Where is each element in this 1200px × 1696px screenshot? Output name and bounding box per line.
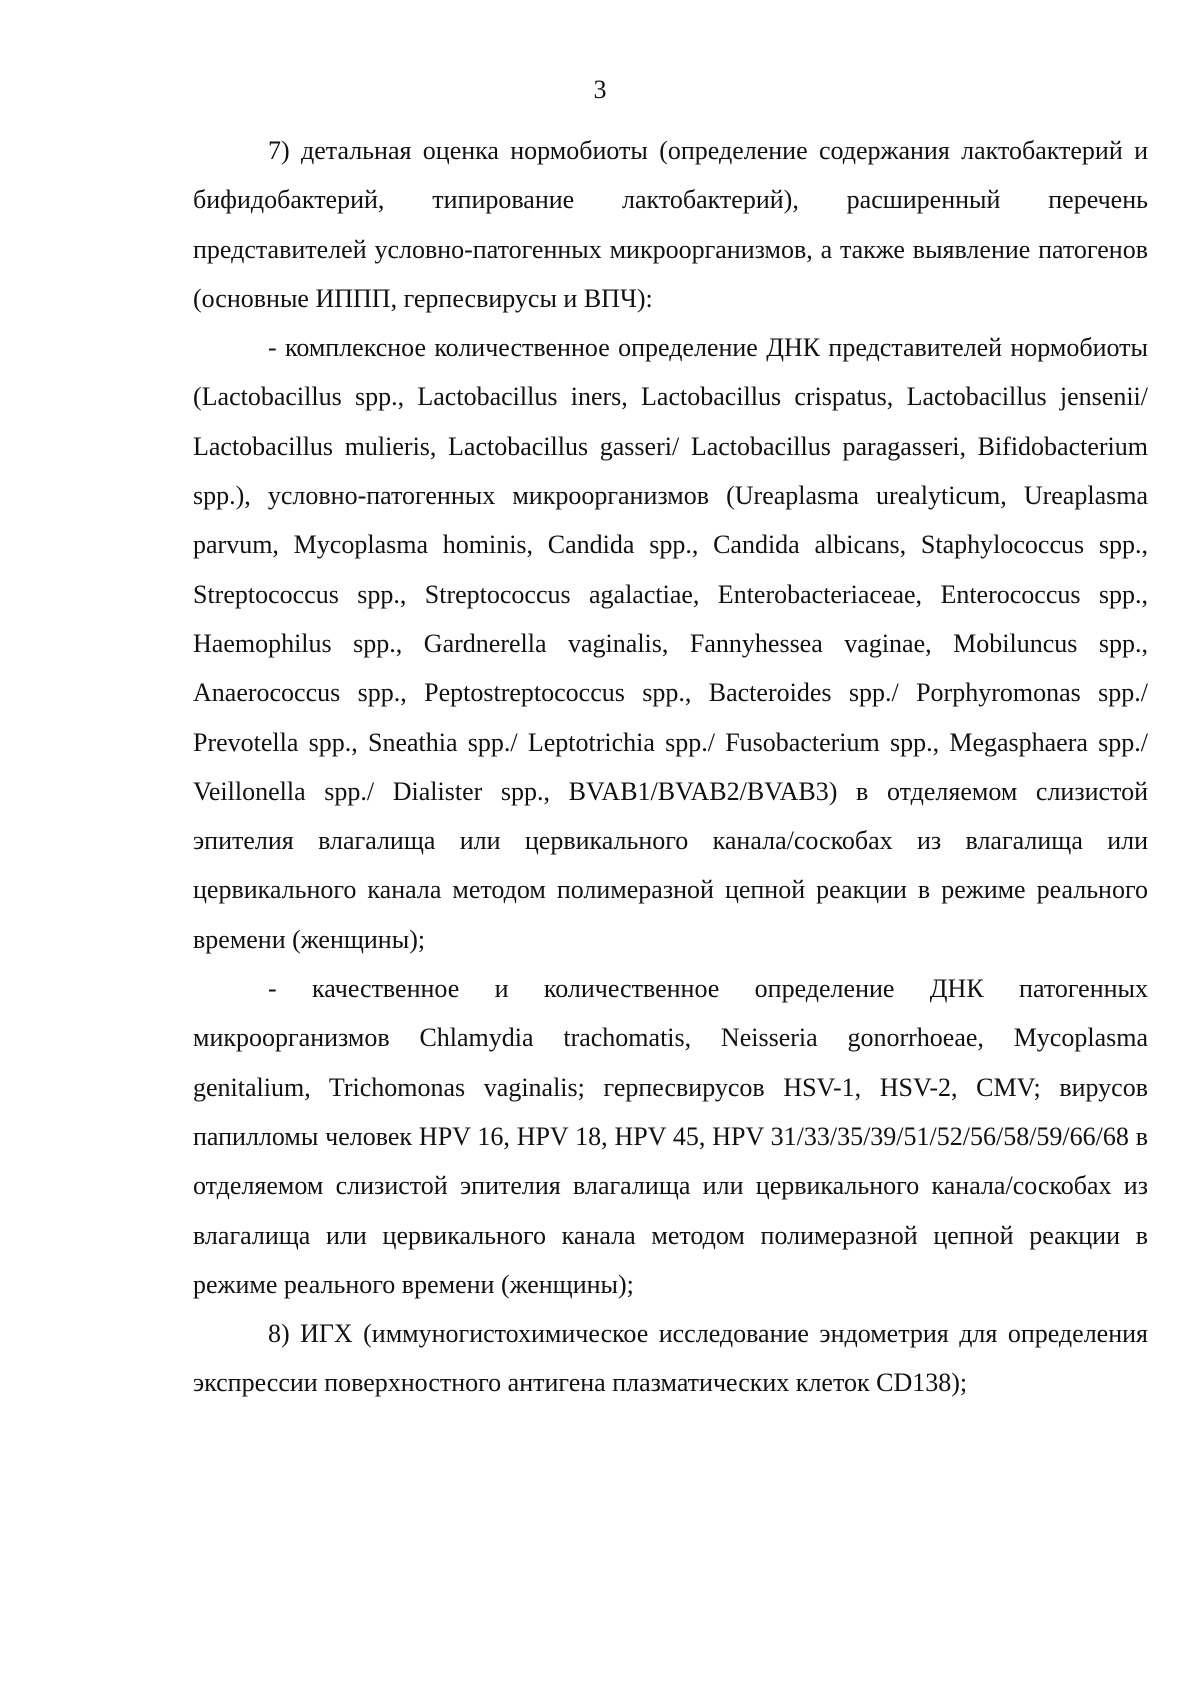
page-number: 3 (593, 75, 607, 104)
paragraph-pathogen-dna: - качественное и количественное определение ДНК патогенных микроорганизмов Chlamydia trachomatis, Neisseria gonorrhoeae, Mycoplasma genitalium, Trichomonas vaginalis; герпесвирусов HSV-1, HSV-2, CMV; вирусов папилломы человек HPV 16, HPV 18, HPV 45, HPV 31/33/35/39/51/52/56/58/59/66/68 в отделяемом слизистой эпителия влагалища или цервикального канала/соскобах из влагалища или цервикального канала методом полимеразной цепной реакции в режиме реального времени (женщины); (193, 974, 1148, 1299)
paragraph-item-7: 7) детальная оценка нормобиоты (определение содержания лактобактерий и бифидобактерий, типирование лактобактерий), расширенный перечень представителей условно-патогенных микроорганизмов, а также выявление патогенов (основные ИППП, герпесвирусы и ВПЧ): (193, 136, 1148, 313)
document-body (193, 126, 1148, 1408)
paragraph-normobiota-dna: - комплексное количественное определение ДНК представителей нормобиоты (Lactobacillus spp., Lactobacillus iners, Lactobacillus crispatus, Lactobacillus jensenii/ Lactobacillus mulieris, Lactobacillus gasseri/ Lactobacillus paragasseri, Bifidobacterium spp.), условно-патогенных микроорганизмов (Ureaplasma urealyticum, Ureaplasma parvum, Mycoplasma hominis, Candida spp., Candida albicans, Staphylococcus spp., Streptococcus spp., Streptococcus agalactiae, Enterobacteriaceae, Enterococcus spp., Haemophilus spp., Gardnerella vaginalis, Fannyhessea vaginae, Mobiluncus spp., Anaerococcus spp., Peptostreptococcus spp., Bacteroides spp./ Porphyromonas spp./ Prevotella spp., Sneathia spp./ Leptotrichia spp./ Fusobacterium spp., Megasphaera spp./ Veillonella spp./ Dialister spp., BVAB1/BVAB2/BVAB3) в отделяемом слизистой эпителия влагалища или цервикального канала/соскобах из влагалища или цервикального канала методом полимеразной цепной реакции в режиме реального времени (женщины); (193, 333, 1148, 954)
paragraph-item-8: 8) ИГХ (иммуногистохимическое исследование эндометрия для определения экспрессии поверхностного антигена плазматических клеток CD138); (193, 1319, 1148, 1398)
